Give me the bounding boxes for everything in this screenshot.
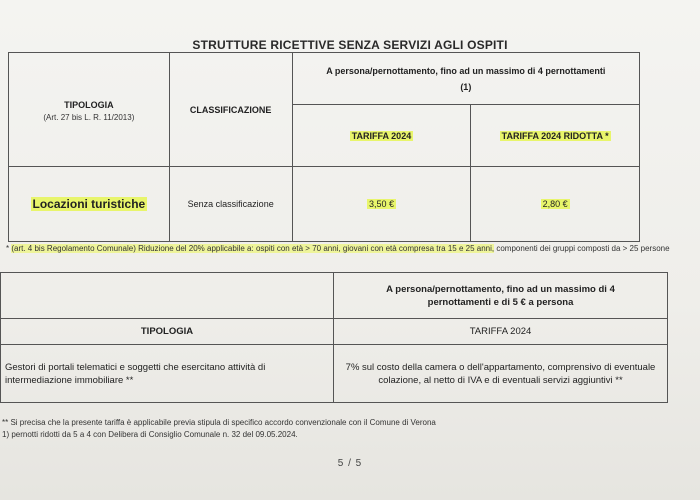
tariff-table-portals <box>0 272 668 403</box>
footnote-convention: ** Si precisa che la presente tariffa è applicabile previa stipula di specifico accordo convenzionale con il Comune di Verona <box>2 418 436 427</box>
t2-header-group-line1: A persona/pernottamento, fino ad un massimo di 4 <box>386 283 615 295</box>
header-tariffa-ridotta <box>471 105 640 167</box>
header-group-per-person <box>292 53 639 105</box>
cell-tipologia <box>9 167 170 242</box>
document-title: STRUTTURE RICETTIVE SENZA SERVIZI AGLI OSPITI <box>192 38 508 52</box>
header-tipologia <box>9 53 170 167</box>
footnote-delibera: 1) pernotti ridotti da 5 a 4 con Delibera di Consiglio Comunale n. 32 del 09.05.2024. <box>2 430 298 439</box>
t2-cell-tariffa: 7% sul costo della camera o dell'appartamento, comprensivo di eventuale colazione, al netto di IVA e di eventuali servizi aggiuntivi ** <box>334 345 668 403</box>
header-classificazione: CLASSIFICAZIONE <box>169 53 292 167</box>
header-tipologia-ref: (Art. 27 bis L. R. 11/2013) <box>43 113 135 122</box>
header-tariffa-ridotta-label: TARIFFA 2024 RIDOTTA * <box>501 130 609 141</box>
cell-tariffa-value: 3,50 € <box>368 199 394 209</box>
t2-header-group-line2: pernottamenti e di 5 € a persona <box>427 296 574 308</box>
tariff-table-structures <box>8 52 640 242</box>
note-rest-text: componenti dei gruppi composti da > 25 persone <box>494 244 670 253</box>
note-asterisk: * <box>6 244 10 253</box>
page-number: 5 / 5 <box>337 458 363 469</box>
header-tariffa <box>292 105 471 167</box>
note-highlighted-text: (art. 4 bis Regolamento Comunale) Riduzione del 20% applicabile a: ospiti con età > 70 anni, giovani con età compresa tra 15 e 25 anni, <box>11 244 495 253</box>
header-tariffa-label: TARIFFA 2024 <box>351 130 412 141</box>
t2-header-tariffa: TARIFFA 2024 <box>334 319 668 345</box>
header-group-note: (1) <box>460 81 472 92</box>
t2-header-group <box>334 273 668 319</box>
reduction-note <box>6 243 686 255</box>
cell-tariffa-ridotta <box>471 167 640 242</box>
t2-empty-header <box>1 273 334 319</box>
cell-classificazione <box>169 167 292 242</box>
t2-header-tipologia: TIPOLOGIA <box>1 319 334 345</box>
footnotes <box>2 417 436 441</box>
cell-tariffa-ridotta-value: 2,80 € <box>542 199 568 209</box>
t2-cell-tipologia: Gestori di portali telematici e soggetti che esercitano attività di intermediazione immobiliare ** <box>1 345 334 403</box>
cell-tipologia-value: Locazioni turistiche <box>32 197 146 211</box>
cell-classificazione-value: Senza classificazione <box>187 199 274 209</box>
header-tipologia-label: TIPOLOGIA <box>64 100 114 110</box>
header-group-label: A persona/pernottamento, fino ad un massimo di 4 pernottamenti <box>326 65 606 76</box>
cell-tariffa <box>292 167 471 242</box>
